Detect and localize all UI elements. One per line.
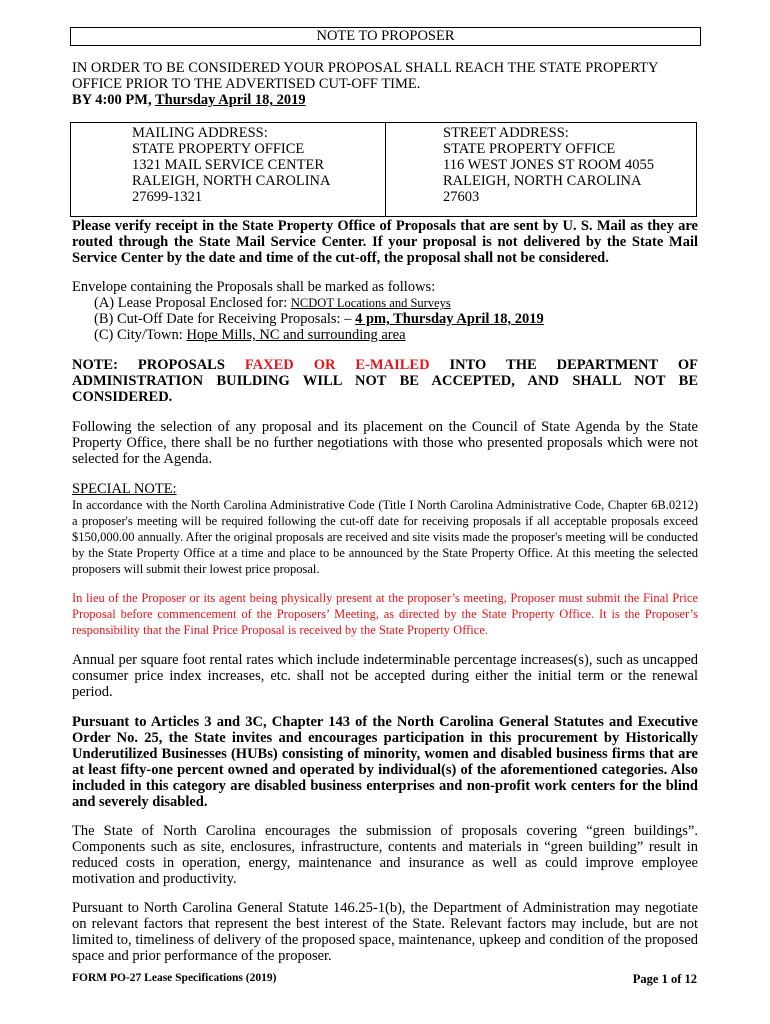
fax-email-note [72,357,698,405]
street-address [443,125,654,205]
special-note-heading [72,481,698,497]
selection-note: Following the selection of any proposal and its placement on the Council of State Agenda by the State Property Office, there shall be no further negotiations with those who presented proposals which were not selected for the Agenda. [72,419,698,467]
envelope-intro: Envelope containing the Proposals shall be marked as follows: [72,279,436,295]
footer-form-label: FORM PO-27 Lease Specifications (2019) [72,972,277,984]
statute-note: Pursuant to North Carolina General Statute 146.25-1(b), the Department of Administration may negotiate on relevant factors that represent the best interest of the State. Relevant factors may include, but are not limited to, timeliness of delivery of the proposed space, maintenance, upkeep and condition of the proposed space and prior performance of the proposer. [72,900,698,964]
page-title: NOTE TO PROPOSER [70,27,701,46]
street-address-line: STATE PROPERTY OFFICE [443,141,616,157]
mailing-address-line: 1321 MAIL SERVICE CENTER [132,157,325,173]
deadline-date: Thursday April 18, 2019 [154,92,306,108]
fax-note-suffix: INTO THE DEPARTMENT OF ADMINISTRATION BUILDING WILL NOT BE ACCEPTED, AND SHALL NOT BE CONSIDERED. [72,357,698,405]
envelope-item-c-value: Hope Mills, NC and surrounding area [186,327,406,343]
mailing-address-line: 27699-1321 [132,189,203,205]
verify-receipt-note: Please verify receipt in the State Property Office of Proposals that are sent by U. S. Mail as they are routed through the State Mail Service Center. If your proposal is not delivered by the State Mail Service Center by the date and time of the cut-off, the proposal shall not be considered. [72,218,698,266]
envelope-item-b [72,311,698,327]
address-divider [385,123,386,216]
street-address-line: RALEIGH, NORTH CAROLINA [443,173,642,189]
special-note-body: In accordance with the North Carolina Administrative Code (Title I North Carolina Administrative Code, Chapter 6B.0212) a proposer's meeting will be required following the cut-off date for receiving proposals if all acceptable proposals exceed $150,000.00 annually. After the original proposals are received and site visits made the proposer's meeting will be conducted by the State Property Office at a time and place to be announced by the State Property Office. At this meeting the selected proposers will submit their lowest price proposal. [72,498,698,576]
hub-participation-note: Pursuant to Articles 3 and 3C, Chapter 143 of the North Carolina General Statutes and Executive Order No. 25, the State invites and encourages participation in this procurement by Historically Underutilized Businesses (HUBs) consisting of minority, women and disabled business firms that are at least fifty-one percent owned and operated by individual(s) of the aforementioned categories. Also included in this category are disabled business enterprises and non-profit work centers for the blind and severely disabled. [72,714,698,810]
rental-rates-note: Annual per square foot rental rates which include indeterminable percentage increases(s), such as uncapped consumer price index increases, etc. shall not be accepted during either the initial term or the renewal period. [72,652,698,700]
fax-note-red-text: FAXED OR E-MAILED [244,357,430,373]
envelope-item-a-label: (A) Lease Proposal Enclosed for: [94,295,291,311]
intro-text: IN ORDER TO BE CONSIDERED YOUR PROPOSAL SHALL REACH THE STATE PROPERTY OFFICE PRIOR TO THE ADVERTISED CUT-OFF TIME. [72,60,658,92]
mailing-address-line: STATE PROPERTY OFFICE [132,141,305,157]
envelope-item-c [72,327,698,343]
envelope-item-a-value: NCDOT Locations and Surveys [290,296,451,310]
deadline-prefix: BY 4:00 PM, [72,92,155,108]
mailing-address-line: RALEIGH, NORTH CAROLINA [132,173,331,189]
street-address-line: 116 WEST JONES ST ROOM 4055 [443,157,654,173]
envelope-item-c-label: (C) City/Town: [94,327,187,343]
fax-note-prefix: NOTE: PROPOSALS [72,357,245,373]
envelope-item-b-label: (B) Cut-Off Date for Receiving Proposals: – [94,311,356,327]
footer-page-number: Page 1 of 12 [632,972,697,986]
street-address-heading: STREET ADDRESS: [443,125,569,141]
special-note-heading-text: SPECIAL NOTE: [72,481,177,497]
street-address-line: 27603 [443,189,480,205]
mailing-address-heading: MAILING ADDRESS: [132,125,268,141]
address-table [70,122,697,217]
envelope-item-a [72,295,698,311]
lieu-note: In lieu of the Proposer or its agent being physically present at the proposer’s meeting, Proposer must submit the Final Price Proposal before commencement of the Proposers’ Meeting, as directed by the State Property Office. It is the Proposer’s responsibility that the Final Price Proposal is received by the State Property Office. [72,591,698,637]
deadline-line [72,92,698,108]
envelope-item-b-value: 4 pm, Thursday April 18, 2019 [355,311,544,327]
green-buildings-note: The State of North Carolina encourages the submission of proposals covering “green buildings”. Components such as site, enclosures, infrastructure, contents and materials in “green building” result in reduced costs in operation, energy, maintenance and insurance as well as could improve employee motivation and productivity. [72,823,698,887]
mailing-address [132,125,331,205]
envelope-section [72,279,698,343]
intro-section [72,60,698,108]
